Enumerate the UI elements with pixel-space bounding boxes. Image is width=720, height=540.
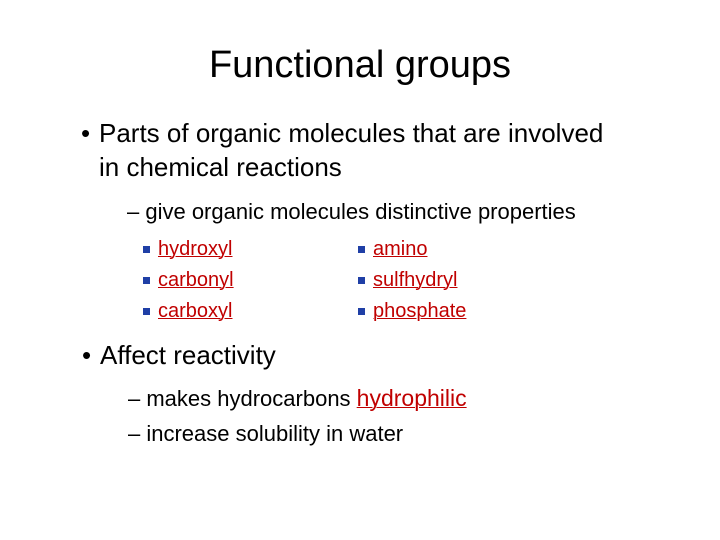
bullet-text: Affect reactivity	[100, 340, 276, 370]
group-link-carbonyl[interactable]: carbonyl	[158, 269, 234, 291]
group-item[interactable]	[143, 234, 234, 265]
bullet-dot-icon: •	[81, 118, 91, 148]
square-bullet-icon	[143, 246, 150, 253]
square-bullet-icon	[143, 277, 150, 284]
square-bullet-icon	[358, 277, 365, 284]
group-link-carboxyl[interactable]: carboxyl	[158, 300, 233, 322]
group-item[interactable]	[143, 296, 234, 327]
sub-bullet-distinctive-properties: – give organic molecules distinctive properties	[127, 199, 576, 224]
sub-bullet-text: – makes hydrocarbons	[128, 386, 357, 411]
group-item[interactable]	[143, 265, 234, 296]
hydrophilic-link[interactable]: hydrophilic	[356, 385, 467, 411]
group-link-hydroxyl[interactable]: hydroxyl	[158, 238, 233, 260]
functional-groups-column-2	[358, 234, 466, 327]
group-item[interactable]	[358, 296, 466, 327]
bullet-text-line1: Parts of organic molecules that are involved	[99, 118, 604, 148]
group-link-amino[interactable]: amino	[373, 238, 428, 260]
square-bullet-icon	[143, 308, 150, 315]
bullet-text-line2: in chemical reactions	[99, 152, 342, 182]
functional-groups-column-1	[143, 234, 234, 327]
bullet-affect-reactivity	[82, 338, 700, 372]
square-bullet-icon	[358, 308, 365, 315]
group-link-phosphate[interactable]: phosphate	[373, 300, 467, 322]
group-link-sulfhydryl[interactable]: sulfhydryl	[373, 269, 458, 291]
sub-bullet-solubility: – increase solubility in water	[128, 421, 404, 446]
square-bullet-icon	[358, 246, 365, 253]
sub-bullet-hydrophilic	[128, 384, 467, 413]
group-item[interactable]	[358, 265, 466, 296]
bullet-parts-of-organic-molecules	[81, 116, 699, 184]
bullet-dot-icon: •	[82, 340, 92, 370]
group-item[interactable]	[358, 234, 466, 265]
slide-title: Functional groups	[208, 44, 512, 86]
